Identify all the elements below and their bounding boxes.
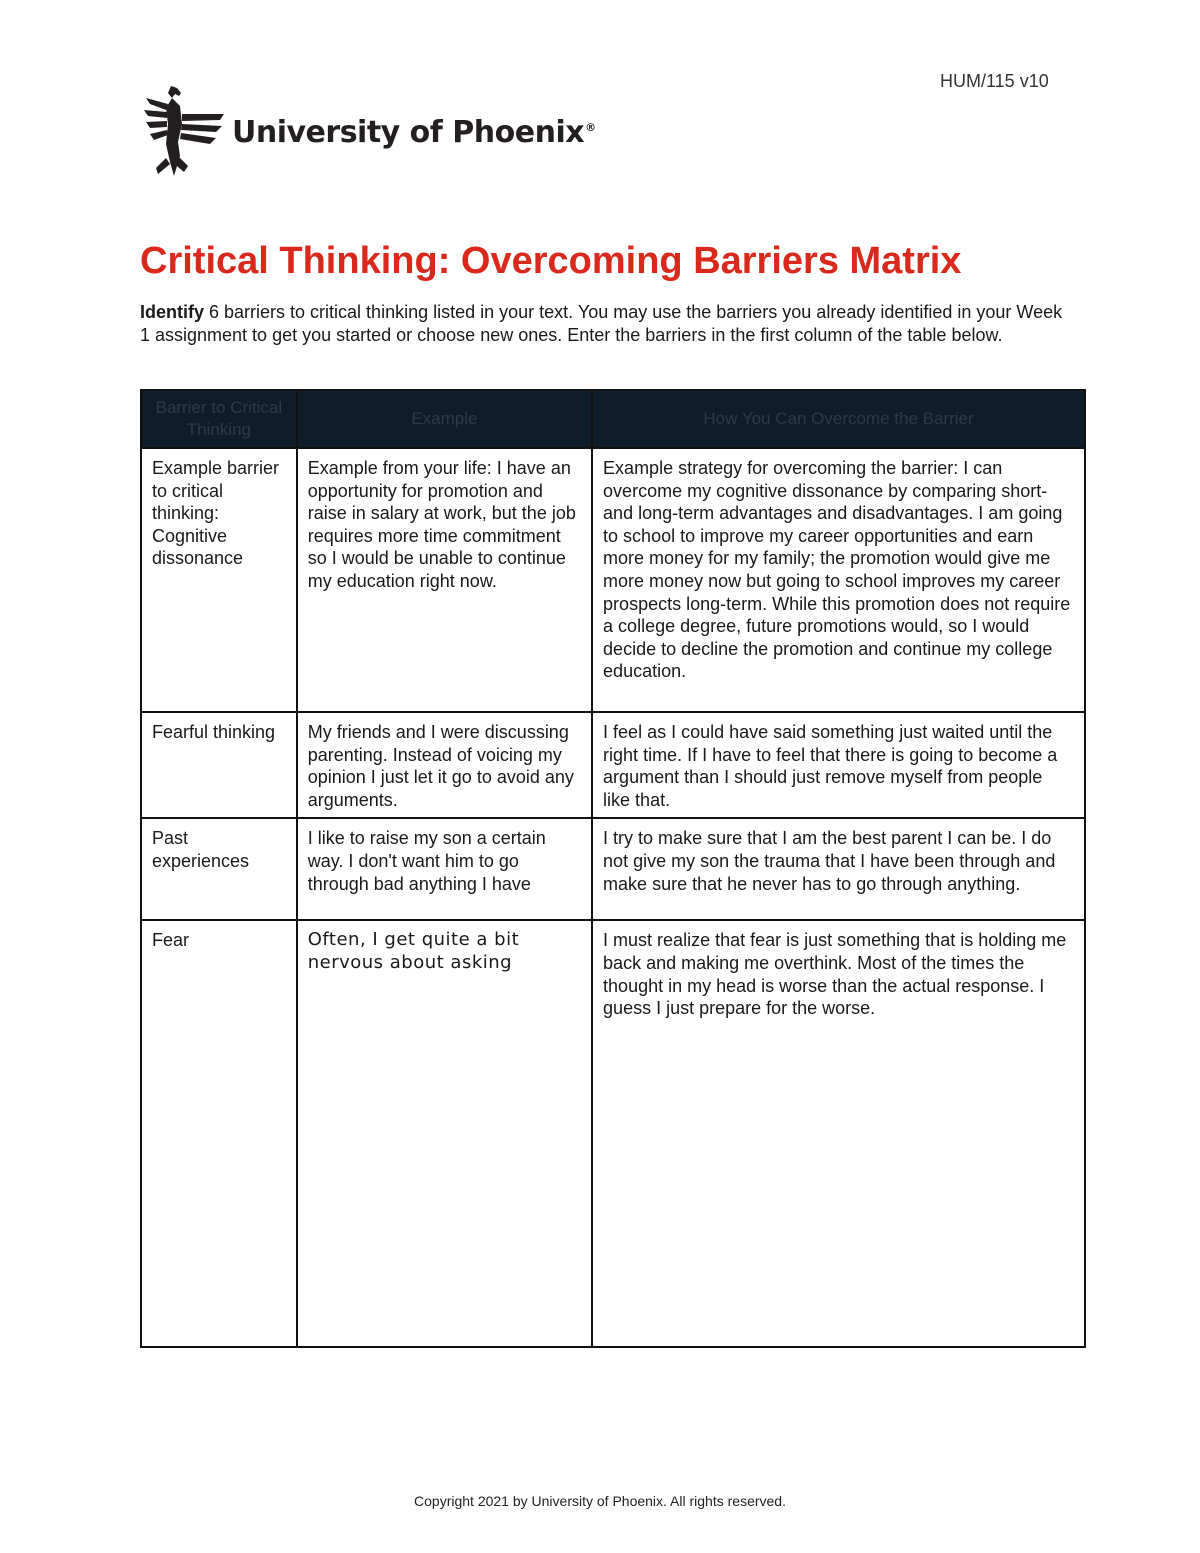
header-overcome: How You Can Overcome the Barrier — [592, 390, 1085, 448]
barriers-matrix-table — [140, 389, 1086, 1348]
overcome-cell[interactable]: I must realize that fear is just something that is holding me back and making me overthink. Most of the times the thought in my head is worse than the actual response. I guess I just prepare for the worse. — [592, 920, 1085, 1347]
overcome-cell[interactable]: I try to make sure that I am the best parent I can be. I do not give my son the trauma that I have been through and make sure that he never has to go through anything. — [592, 818, 1085, 920]
example-cell[interactable]: I like to raise my son a certain way. I don't want him to go through bad anything I have — [297, 818, 592, 920]
registered-mark: ® — [585, 120, 596, 134]
table-row — [141, 712, 1085, 818]
copyright-footer: Copyright 2021 by University of Phoenix. All rights reserved. — [414, 1493, 786, 1509]
instructions-text: 6 barriers to critical thinking listed in your text. You may use the barriers you already identified in your Week 1 assignment to get you started or choose new ones. Enter the barriers in the first column of the table below. — [140, 302, 1063, 345]
example-cell-large[interactable]: Often, I get quite a bit nervous about asking — [297, 920, 592, 1347]
university-logo — [144, 84, 596, 178]
header-example: Example — [297, 390, 592, 448]
barrier-cell[interactable]: Example barrier to critical thinking: Cognitive dissonance — [141, 448, 297, 712]
instructions-bold-verb: Identify — [140, 302, 205, 322]
barrier-cell[interactable]: Fearful thinking — [141, 712, 297, 818]
example-cell[interactable]: My friends and I were discussing parenting. Instead of voicing my opinion I just let it go to avoid any arguments. — [297, 712, 592, 818]
overcome-cell[interactable]: I feel as I could have said something just waited until the right time. If I have to feel that there is going to become a argument than I should just remove myself from people like that. — [592, 712, 1085, 818]
header-barrier: Barrier to Critical Thinking — [141, 390, 297, 448]
table-row — [141, 448, 1085, 712]
table-header-row — [141, 390, 1085, 448]
logo-wordmark: University of Phoenix® — [232, 114, 596, 150]
overcome-cell[interactable]: Example strategy for overcoming the barrier: I can overcome my cognitive dissonance by comparing short- and long-term advantages and disadvantages. I am going to school to improve my career opportunities and earn more money for my family; the promotion would give me more money now but going to school improves my career prospects long-term. While this promotion does not require a college degree, future promotions would, so I would decide to decline the promotion and continue my college education. — [592, 448, 1085, 712]
phoenix-bird-icon — [144, 84, 226, 178]
barrier-cell[interactable]: Fear — [141, 920, 297, 1347]
barrier-cell[interactable]: Past experiences — [141, 818, 297, 920]
example-cell[interactable]: Example from your life: I have an opportunity for promotion and raise in salary at work, but the job requires more time commitment so I would be unable to continue my education right now. — [297, 448, 592, 712]
table-row — [141, 920, 1085, 1347]
page-title: Critical Thinking: Overcoming Barriers Matrix — [140, 240, 962, 282]
instructions-paragraph — [140, 301, 1070, 346]
table-row — [141, 818, 1085, 920]
course-code: HUM/115 v10 — [940, 71, 1049, 91]
